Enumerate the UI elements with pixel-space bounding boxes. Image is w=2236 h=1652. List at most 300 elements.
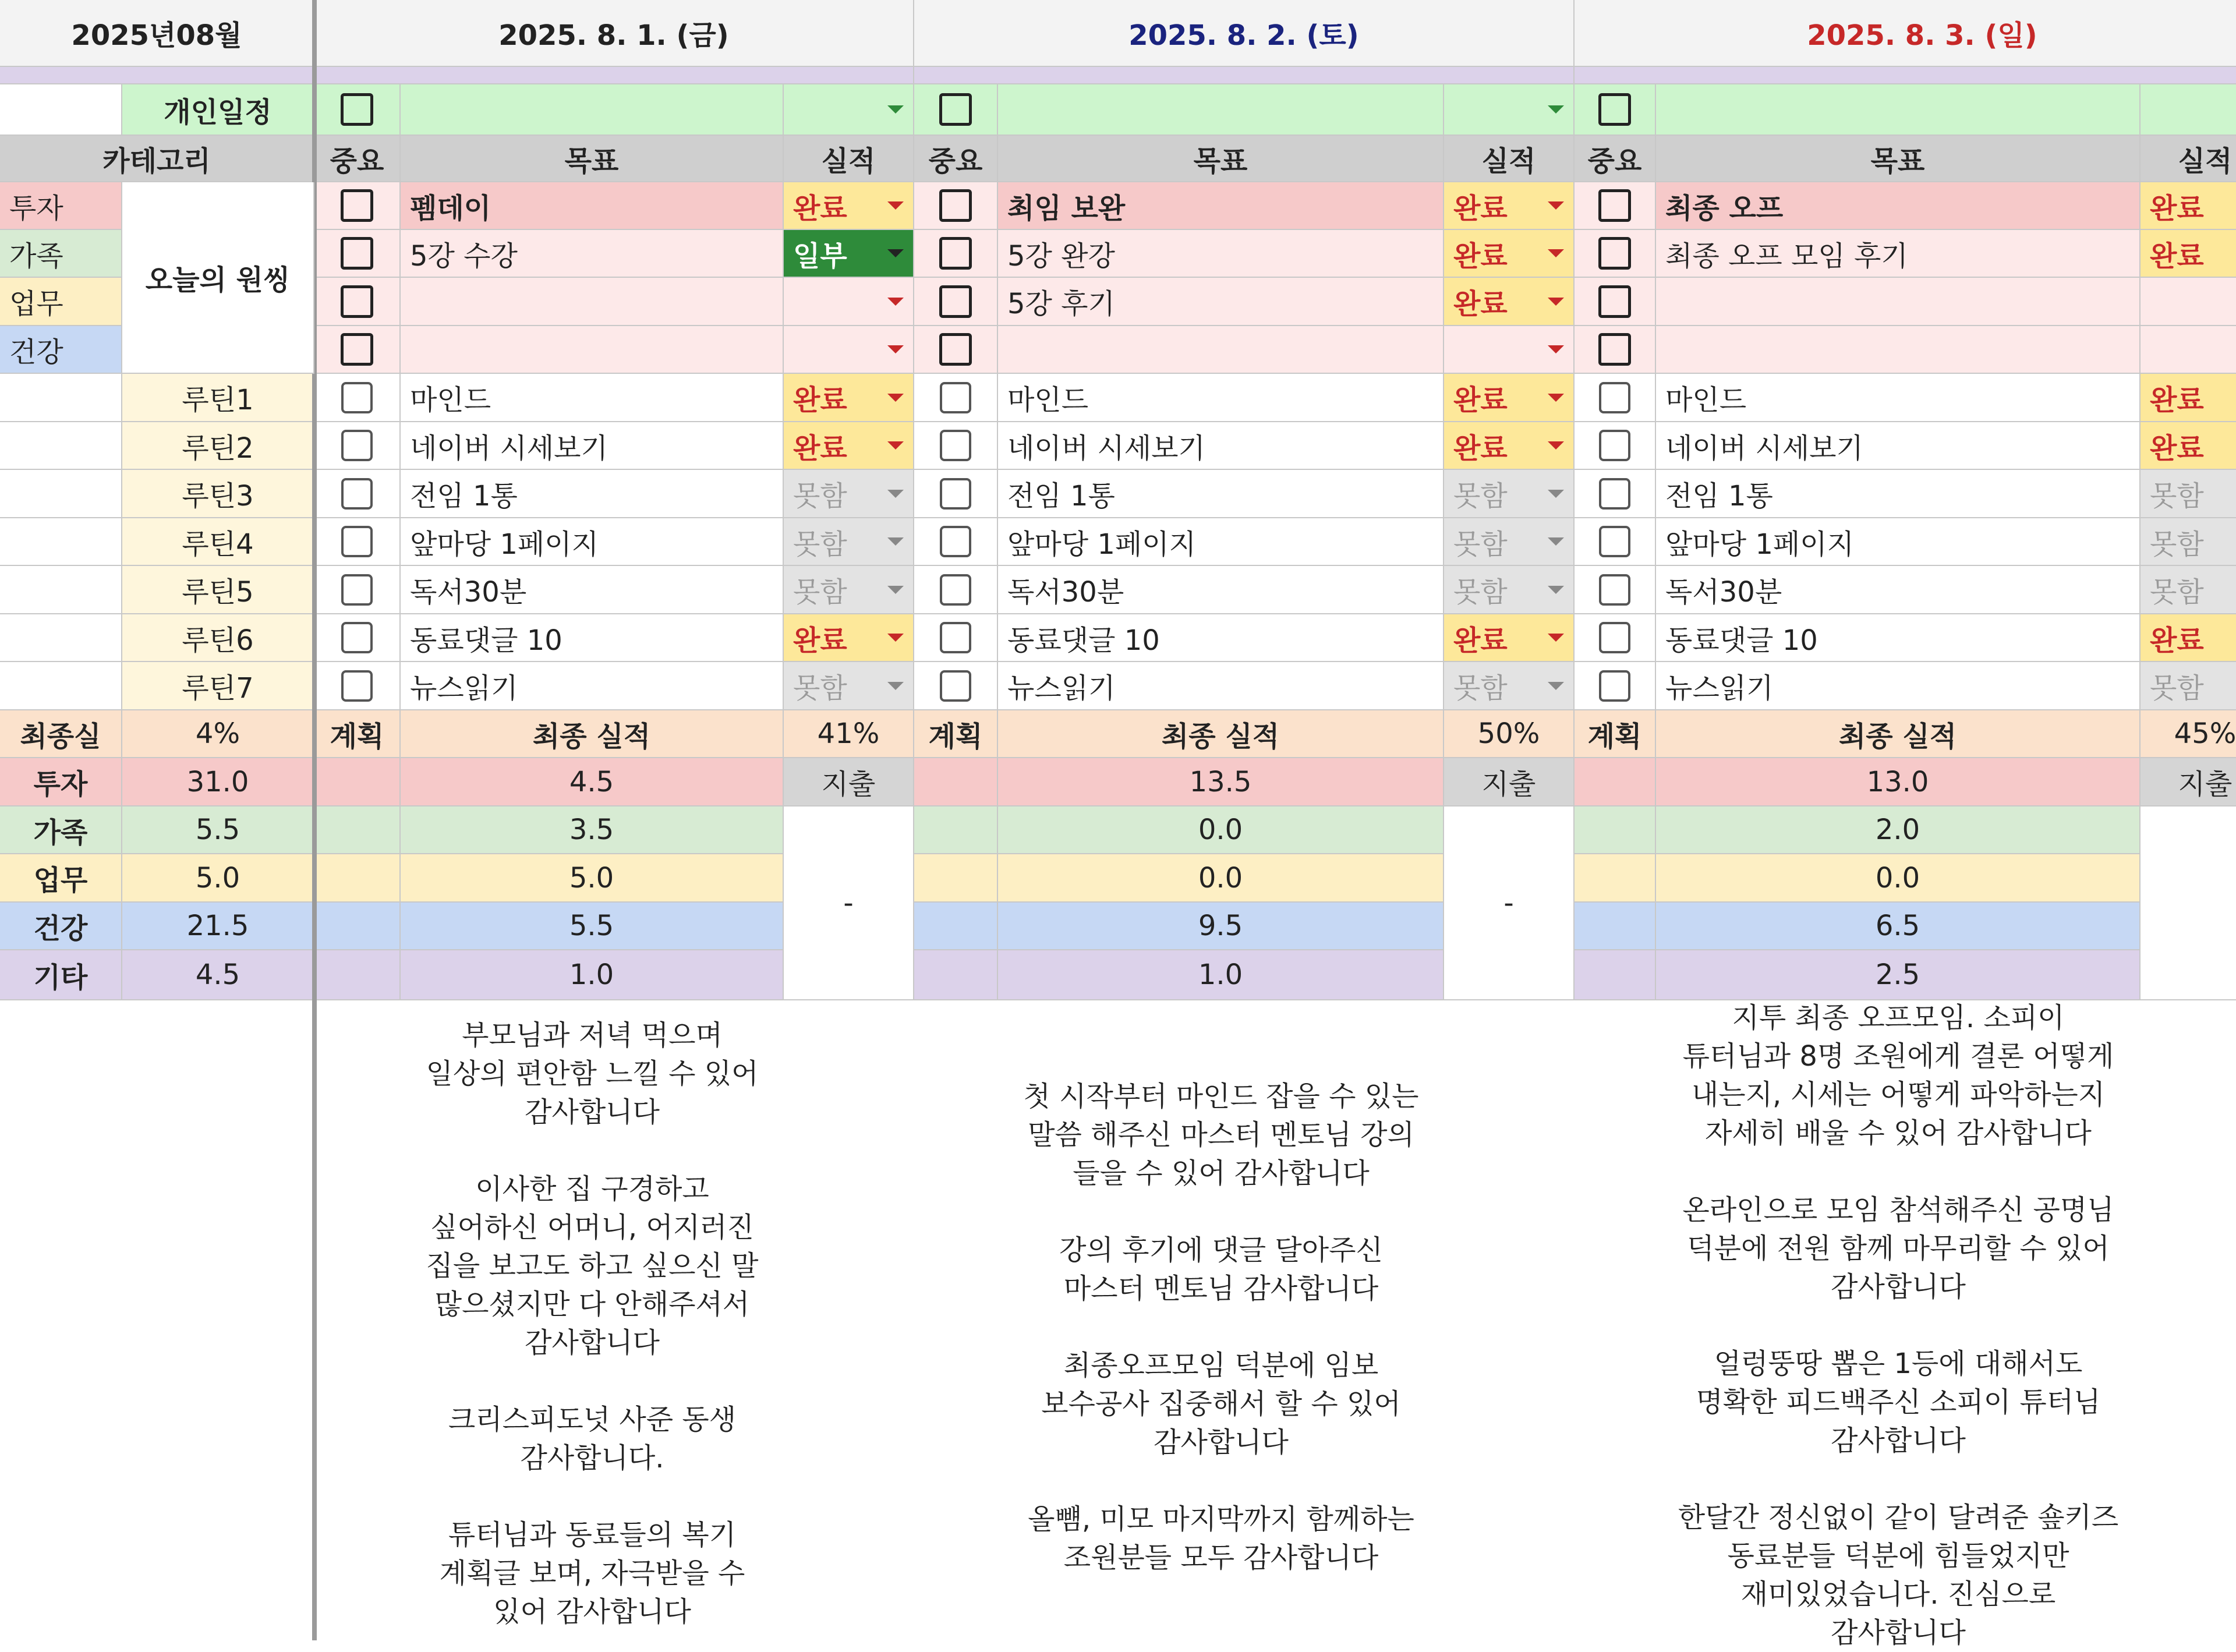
- category-label: 투자: [0, 182, 122, 230]
- status-dropdown[interactable]: [1444, 374, 1575, 422]
- onething-goal[interactable]: 5강 후기: [998, 278, 1444, 326]
- date-header-row: [0, 0, 2236, 67]
- chevron-down-icon: [887, 490, 904, 498]
- summary-value: 5.0: [122, 854, 314, 903]
- summary-plan-cell: [914, 950, 998, 1000]
- chevron-down-icon: [887, 298, 904, 306]
- status-dropdown[interactable]: [784, 470, 914, 518]
- plan-label: 계획: [1575, 710, 1656, 758]
- status-dropdown[interactable]: [1444, 518, 1575, 566]
- routine-checkbox[interactable]: [940, 574, 971, 606]
- routine-checkbox-cell: [1575, 614, 1656, 662]
- routine-goal[interactable]: 앞마당 1페이지: [998, 518, 1444, 566]
- chevron-down-icon: [887, 201, 904, 210]
- onething-goal[interactable]: [401, 326, 784, 374]
- chevron-down-icon: [1548, 394, 1564, 402]
- personal-goal-cell[interactable]: [998, 84, 1444, 136]
- status-dropdown[interactable]: [784, 374, 914, 422]
- summary-day-value: 0.0: [998, 854, 1444, 903]
- important-checkbox[interactable]: [341, 237, 373, 270]
- status-dropdown[interactable]: [2141, 662, 2236, 710]
- status-dropdown[interactable]: [784, 566, 914, 614]
- routine-checkbox[interactable]: [1599, 430, 1630, 461]
- summary-day-value: 1.0: [998, 950, 1444, 1000]
- summary-day-value: 2.0: [1656, 806, 2141, 854]
- final-percent: 41%: [784, 710, 914, 758]
- summary-day-value: 2.5: [1656, 950, 2141, 1000]
- important-checkbox[interactable]: [1598, 333, 1631, 366]
- final-percent: 50%: [1444, 710, 1575, 758]
- column-header-row: [0, 136, 2236, 182]
- summary-plan-cell: [314, 758, 401, 806]
- onething-goal[interactable]: 최종 오프: [1656, 182, 2141, 230]
- routine-checkbox[interactable]: [341, 526, 373, 557]
- summary-day-value: 1.0: [401, 950, 784, 1000]
- collapsed-row: [0, 67, 2236, 84]
- routine-checkbox-cell: [314, 422, 401, 470]
- personal-goal-cell[interactable]: [1656, 84, 2141, 136]
- chevron-down-icon: [1548, 345, 1564, 353]
- status-dropdown[interactable]: [2141, 278, 2236, 326]
- personal-label: 개인일정: [122, 84, 314, 136]
- personal-dropdown[interactable]: [784, 84, 914, 136]
- status-label: 완료: [2150, 192, 2204, 225]
- chevron-down-icon: [887, 441, 904, 450]
- status-label: 완료: [793, 384, 847, 416]
- routine-checkbox-cell: [314, 566, 401, 614]
- routine-goal[interactable]: 마인드: [1656, 374, 2141, 422]
- routine-checkbox[interactable]: [341, 382, 373, 413]
- onething-goal[interactable]: 최임 보완: [998, 182, 1444, 230]
- routine-checkbox[interactable]: [1599, 622, 1630, 653]
- routine-row: [0, 422, 2236, 470]
- routine-checkbox[interactable]: [341, 622, 373, 653]
- routine-checkbox-cell: [914, 470, 998, 518]
- routine-goal[interactable]: 앞마당 1페이지: [1656, 518, 2141, 566]
- routine-checkbox[interactable]: [341, 574, 373, 606]
- summary-row: [0, 903, 2236, 950]
- routine-checkbox[interactable]: [940, 382, 971, 413]
- status-dropdown[interactable]: [2141, 374, 2236, 422]
- status-label: 완료: [793, 431, 847, 465]
- chevron-down-icon: [887, 394, 904, 402]
- blank: [0, 518, 122, 566]
- category-label: 건강: [0, 326, 122, 374]
- routine-goal[interactable]: 뉴스읽기: [998, 662, 1444, 710]
- summary-value: 31.0: [122, 758, 314, 806]
- goal-header: 목표: [401, 136, 784, 182]
- chevron-down-icon: [1548, 634, 1564, 642]
- status-label: 못함: [793, 672, 847, 705]
- expense-label: 지출: [784, 758, 914, 806]
- chevron-down-icon: [1548, 105, 1564, 114]
- summary-label: 투자: [0, 758, 122, 806]
- summary-plan-cell: [1575, 758, 1656, 806]
- routine-label: 루틴3: [122, 470, 314, 518]
- chevron-down-icon: [1548, 441, 1564, 450]
- status-dropdown[interactable]: [784, 326, 914, 374]
- important-checkbox[interactable]: [939, 189, 972, 222]
- onething-goal[interactable]: [998, 326, 1444, 374]
- onething-label: 오늘의 원씽: [122, 182, 314, 374]
- important-checkbox[interactable]: [341, 189, 373, 222]
- blank: [0, 374, 122, 422]
- onething-goal[interactable]: [1656, 326, 2141, 374]
- status-dropdown[interactable]: [1444, 470, 1575, 518]
- final-label: 최종실: [0, 710, 122, 758]
- expense-label: 지출: [2141, 758, 2236, 806]
- summary-plan-cell: [914, 854, 998, 903]
- status-dropdown[interactable]: [784, 182, 914, 230]
- status-dropdown[interactable]: [1444, 278, 1575, 326]
- status-label: 못함: [1453, 672, 1508, 705]
- chevron-down-icon: [1548, 586, 1564, 594]
- status-dropdown[interactable]: [1444, 566, 1575, 614]
- routine-checkbox[interactable]: [341, 478, 373, 510]
- status-label: 완료: [793, 192, 847, 225]
- important-checkbox-cell: [1575, 278, 1656, 326]
- strip: [1575, 67, 2236, 84]
- routine-checkbox[interactable]: [341, 670, 373, 702]
- final-percent: 45%: [2141, 710, 2236, 758]
- routine-checkbox[interactable]: [1599, 382, 1630, 413]
- expense-value: [2141, 806, 2236, 1000]
- final-result-label: 최종 실적: [401, 710, 784, 758]
- routine-label: 루틴7: [122, 662, 314, 710]
- routine-goal[interactable]: 뉴스읽기: [401, 662, 784, 710]
- personal-checkbox[interactable]: [939, 93, 972, 126]
- result-header: 실적: [784, 136, 914, 182]
- important-checkbox[interactable]: [341, 333, 373, 366]
- personal-dropdown[interactable]: [1444, 84, 1575, 136]
- onething-goal[interactable]: 최종 오프 모임 후기: [1656, 230, 2141, 278]
- blank: [0, 470, 122, 518]
- routine-label: 루틴4: [122, 518, 314, 566]
- routine-checkbox-cell: [314, 518, 401, 566]
- personal-goal-cell[interactable]: [401, 84, 784, 136]
- summary-plan-cell: [1575, 950, 1656, 1000]
- expense-label: 지출: [1444, 758, 1575, 806]
- routine-goal[interactable]: 독서30분: [401, 566, 784, 614]
- important-header: 중요: [314, 136, 401, 182]
- final-result-label: 최종 실적: [1656, 710, 2141, 758]
- summary-label: 건강: [0, 903, 122, 950]
- important-checkbox[interactable]: [939, 333, 972, 366]
- onething-goal[interactable]: 5강 수강: [401, 230, 784, 278]
- onething-goal[interactable]: 5강 완강: [998, 230, 1444, 278]
- status-dropdown[interactable]: [2141, 518, 2236, 566]
- routine-checkbox-cell: [914, 518, 998, 566]
- routine-goal[interactable]: 독서30분: [998, 566, 1444, 614]
- summary-label: 가족: [0, 806, 122, 854]
- chevron-down-icon: [1548, 682, 1564, 690]
- routine-goal[interactable]: 네이버 시세보기: [1656, 422, 2141, 470]
- routine-goal[interactable]: 동료댓글 10: [1656, 614, 2141, 662]
- important-checkbox-cell: [914, 182, 998, 230]
- personal-checkbox[interactable]: [341, 93, 373, 126]
- important-checkbox-cell: [314, 230, 401, 278]
- important-checkbox-cell: [914, 326, 998, 374]
- summary-plan-cell: [914, 758, 998, 806]
- status-dropdown[interactable]: [2141, 614, 2236, 662]
- routine-label: 루틴1: [122, 374, 314, 422]
- category-label: 가족: [0, 230, 122, 278]
- routine-checkbox-cell: [314, 374, 401, 422]
- status-dropdown[interactable]: [2141, 326, 2236, 374]
- plan-label: 계획: [914, 710, 998, 758]
- personal-checkbox-cell: [1575, 84, 1656, 136]
- status-label: 못함: [1453, 528, 1508, 561]
- summary-plan-cell: [1575, 903, 1656, 950]
- status-label: 일부: [793, 239, 847, 273]
- routine-checkbox-cell: [914, 566, 998, 614]
- important-checkbox[interactable]: [341, 285, 373, 318]
- status-label: 완료: [1453, 624, 1508, 657]
- important-checkbox[interactable]: [1598, 189, 1631, 222]
- routine-label: 루틴2: [122, 422, 314, 470]
- chevron-down-icon: [887, 586, 904, 594]
- routine-goal[interactable]: 동료댓글 10: [998, 614, 1444, 662]
- summary-label: 기타: [0, 950, 122, 1000]
- expense-value: -: [784, 806, 914, 1000]
- routine-checkbox[interactable]: [940, 478, 971, 510]
- status-dropdown[interactable]: [2141, 422, 2236, 470]
- routine-checkbox[interactable]: [1599, 670, 1630, 702]
- summary-day-value: 3.5: [401, 806, 784, 854]
- category-header: 카테고리: [0, 136, 314, 182]
- chevron-down-icon: [887, 249, 904, 257]
- routine-goal[interactable]: 네이버 시세보기: [998, 422, 1444, 470]
- summary-day-value: 0.0: [998, 806, 1444, 854]
- routine-row: [0, 566, 2236, 614]
- summary-day-value: 6.5: [1656, 903, 2141, 950]
- summary-day-value: 5.0: [401, 854, 784, 903]
- important-checkbox-cell: [914, 278, 998, 326]
- routine-goal[interactable]: 전임 1통: [998, 470, 1444, 518]
- status-label: 완료: [2150, 624, 2204, 657]
- routine-row: [0, 662, 2236, 710]
- important-header: 중요: [1575, 136, 1656, 182]
- routine-label: 루틴6: [122, 614, 314, 662]
- important-checkbox[interactable]: [939, 285, 972, 318]
- status-label: 완료: [2150, 384, 2204, 416]
- strip: [314, 67, 914, 84]
- routine-checkbox-cell: [914, 662, 998, 710]
- routine-checkbox-cell: [1575, 662, 1656, 710]
- important-checkbox-cell: [1575, 326, 1656, 374]
- summary-plan-cell: [1575, 854, 1656, 903]
- summary-day-value: 13.5: [998, 758, 1444, 806]
- summary-day-value: 9.5: [998, 903, 1444, 950]
- onething-goal[interactable]: 펨데이: [401, 182, 784, 230]
- routine-row: [0, 470, 2236, 518]
- summary-value: 21.5: [122, 903, 314, 950]
- onething-goal[interactable]: [401, 278, 784, 326]
- status-dropdown[interactable]: [784, 422, 914, 470]
- status-dropdown[interactable]: [784, 662, 914, 710]
- chevron-down-icon: [1548, 490, 1564, 498]
- important-checkbox-cell: [314, 326, 401, 374]
- routine-goal[interactable]: 동료댓글 10: [401, 614, 784, 662]
- routine-goal[interactable]: 앞마당 1페이지: [401, 518, 784, 566]
- routine-checkbox-cell: [314, 662, 401, 710]
- summary-row: [0, 758, 2236, 806]
- onething-row: [0, 278, 2236, 326]
- summary-day-value: 13.0: [1656, 758, 2141, 806]
- status-label: 완료: [2150, 431, 2204, 465]
- summary-plan-cell: [914, 806, 998, 854]
- status-dropdown[interactable]: [1444, 230, 1575, 278]
- status-label: 완료: [793, 624, 847, 657]
- important-checkbox-cell: [314, 182, 401, 230]
- routine-checkbox[interactable]: [940, 430, 971, 461]
- chevron-down-icon: [1548, 249, 1564, 257]
- status-dropdown[interactable]: [1444, 182, 1575, 230]
- routine-label: 루틴5: [122, 566, 314, 614]
- chevron-down-icon: [887, 105, 904, 114]
- strip: [0, 67, 314, 84]
- routine-checkbox-cell: [314, 470, 401, 518]
- chevron-down-icon: [1548, 537, 1564, 546]
- routine-checkbox-cell: [1575, 518, 1656, 566]
- status-dropdown[interactable]: [1444, 422, 1575, 470]
- routine-goal[interactable]: 독서30분: [1656, 566, 2141, 614]
- routine-goal[interactable]: 전임 1통: [401, 470, 784, 518]
- summary-plan-cell: [314, 903, 401, 950]
- status-label: 못함: [793, 576, 847, 609]
- routine-row: [0, 518, 2236, 566]
- blank: [0, 614, 122, 662]
- routine-checkbox-cell: [1575, 374, 1656, 422]
- routine-checkbox[interactable]: [1599, 478, 1630, 510]
- status-label: 완료: [1453, 288, 1508, 320]
- gratitude-memo: 첫 시작부터 마인드 잡을 수 있는 말씀 해주신 마스터 멘토님 강의 들을 수 있어 감사합니다 강의 후기에 댓글 달아주신 마스터 멘토님 감사합니다 최종오프모임 덕분에 임보 보수공사 집중해서 할 수 있어 감사합니다 올뻄, 미모 마지막까지 함께하는 조원분들 모두 감사합니다: [1023, 1080, 1419, 1574]
- routine-checkbox-cell: [1575, 470, 1656, 518]
- status-dropdown[interactable]: [1444, 326, 1575, 374]
- status-dropdown[interactable]: [1444, 614, 1575, 662]
- routine-checkbox-cell: [914, 614, 998, 662]
- routine-row: [0, 614, 2236, 662]
- summary-value: 4.5: [122, 950, 314, 1000]
- routine-goal[interactable]: 전임 1통: [1656, 470, 2141, 518]
- month-label: 2025년08월: [0, 0, 314, 67]
- status-dropdown[interactable]: [1444, 662, 1575, 710]
- summary-label: 업무: [0, 854, 122, 903]
- status-label: 완료: [1453, 239, 1508, 273]
- final-result-label: 최종 실적: [998, 710, 1444, 758]
- blank: [0, 422, 122, 470]
- blank: [0, 566, 122, 614]
- important-header: 중요: [914, 136, 998, 182]
- routine-goal[interactable]: 마인드: [998, 374, 1444, 422]
- summary-value: 5.5: [122, 806, 314, 854]
- result-header: 실적: [1444, 136, 1575, 182]
- strip: [914, 67, 1575, 84]
- status-dropdown[interactable]: [2141, 566, 2236, 614]
- routine-checkbox-cell: [914, 422, 998, 470]
- status-label: 못함: [793, 528, 847, 561]
- onething-row: [0, 326, 2236, 374]
- status-label: 완료: [1453, 431, 1508, 465]
- goal-header: 목표: [998, 136, 1444, 182]
- important-checkbox[interactable]: [1598, 237, 1631, 270]
- blank: [0, 84, 122, 136]
- status-label: 못함: [2150, 528, 2204, 561]
- day-date-header: 2025. 8. 1. (금): [314, 0, 914, 67]
- routine-checkbox[interactable]: [940, 526, 971, 557]
- routine-goal[interactable]: 네이버 시세보기: [401, 422, 784, 470]
- routine-checkbox[interactable]: [341, 430, 373, 461]
- important-checkbox[interactable]: [1598, 285, 1631, 318]
- routine-checkbox[interactable]: [1599, 574, 1630, 606]
- chevron-down-icon: [1548, 298, 1564, 306]
- status-label: 완료: [1453, 384, 1508, 416]
- summary-day-value: 5.5: [401, 903, 784, 950]
- status-label: 못함: [793, 480, 847, 512]
- personal-checkbox-cell: [914, 84, 998, 136]
- status-label: 못함: [2150, 672, 2204, 705]
- gratitude-memo: 지투 최종 오프모임. 소피이 튜터님과 8명 조원에게 결론 어떻게 내는지, 시세는 어떻게 파악하는지 자세히 배울 수 있어 감사합니다 온라인으로 모임 참석해주신 공명님 덕분에 전원 함께 마무리할 수 있어 감사합니다 얼렁뚱땅 뽑은 1등에 대해서도 명확한 피드백주신 소피이 튜터님 감사합니다 한달간 정신없이 같이 달려준 숖키즈 동료분들 덕분에 힘들었지만 재미있었습니다. 진심으로 감사합니다: [1678, 1002, 2119, 1649]
- summary-plan-cell: [314, 854, 401, 903]
- status-dropdown[interactable]: [784, 278, 914, 326]
- summary-row: [0, 854, 2236, 903]
- routine-row: [0, 374, 2236, 422]
- chevron-down-icon: [887, 682, 904, 690]
- routine-checkbox[interactable]: [1599, 526, 1630, 557]
- routine-checkbox-cell: [914, 374, 998, 422]
- day-date-header: 2025. 8. 3. (일): [1575, 0, 2236, 67]
- status-label: 완료: [1453, 192, 1508, 225]
- personal-schedule-row: [0, 84, 2236, 136]
- status-dropdown[interactable]: [2141, 182, 2236, 230]
- summary-day-value: 0.0: [1656, 854, 2141, 903]
- summary-row: [0, 950, 2236, 1000]
- category-label: 업무: [0, 278, 122, 326]
- personal-checkbox-cell: [314, 84, 401, 136]
- routine-checkbox-cell: [1575, 422, 1656, 470]
- onething-row: [0, 230, 2236, 278]
- final-result-row: [0, 710, 2236, 758]
- routine-checkbox[interactable]: [940, 622, 971, 653]
- gratitude-memo: 부모님과 저녁 먹으며 일상의 편안함 느낄 수 있어 감사합니다 이사한 집 구경하고 싶어하신 어머니, 어지러진 집을 보고도 하고 싶으신 말 많으셨지만 다 안해주셔서 감사합니다 크리스피도넛 사준 동생 감사합니다. 튜터님과 동료들의 복기 계획글 보며, 자극받을 수 있어 감사합니다: [426, 1019, 759, 1628]
- important-checkbox-cell: [914, 230, 998, 278]
- blank: [0, 662, 122, 710]
- routine-goal[interactable]: 마인드: [401, 374, 784, 422]
- personal-dropdown[interactable]: [2141, 84, 2236, 136]
- important-checkbox-cell: [1575, 182, 1656, 230]
- summary-plan-cell: [914, 903, 998, 950]
- routine-checkbox-cell: [1575, 566, 1656, 614]
- onething-goal[interactable]: [1656, 278, 2141, 326]
- status-dropdown[interactable]: [2141, 470, 2236, 518]
- important-checkbox[interactable]: [939, 237, 972, 270]
- chevron-down-icon: [887, 634, 904, 642]
- routine-goal[interactable]: 뉴스읽기: [1656, 662, 2141, 710]
- chevron-down-icon: [887, 345, 904, 353]
- important-checkbox-cell: [1575, 230, 1656, 278]
- routine-checkbox[interactable]: [940, 670, 971, 702]
- status-label: 못함: [2150, 480, 2204, 512]
- expense-value: -: [1444, 806, 1575, 1000]
- status-dropdown[interactable]: [784, 230, 914, 278]
- status-dropdown[interactable]: [784, 614, 914, 662]
- status-dropdown[interactable]: [784, 518, 914, 566]
- status-dropdown[interactable]: [2141, 230, 2236, 278]
- chevron-down-icon: [887, 537, 904, 546]
- personal-checkbox[interactable]: [1598, 93, 1631, 126]
- plan-label: 계획: [314, 710, 401, 758]
- goal-header: 목표: [1656, 136, 2141, 182]
